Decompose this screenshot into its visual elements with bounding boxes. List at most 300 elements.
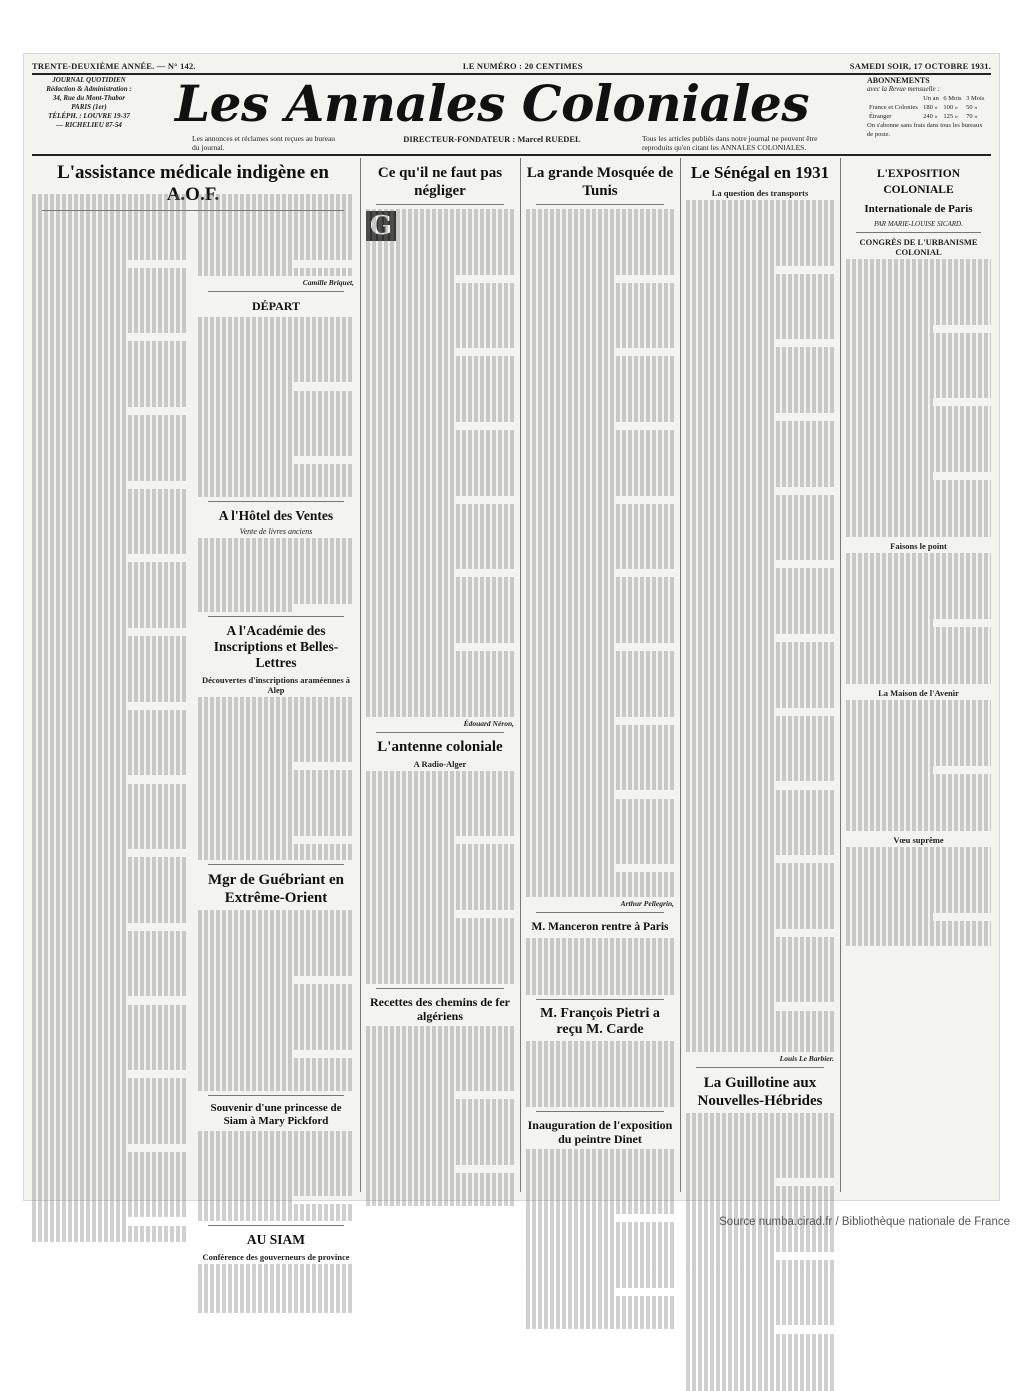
text-line bbox=[686, 1227, 834, 1235]
text-line bbox=[846, 700, 991, 708]
text-line bbox=[366, 537, 514, 545]
text-line bbox=[846, 357, 991, 365]
section-subtitle: Conférence des gouverneurs de province bbox=[202, 1251, 350, 1262]
text-line bbox=[686, 1309, 834, 1317]
text-line bbox=[366, 242, 514, 250]
text-line bbox=[366, 1091, 455, 1099]
text-line bbox=[686, 790, 834, 798]
text-line bbox=[846, 529, 991, 537]
text-line bbox=[526, 1280, 674, 1288]
text-line bbox=[32, 1226, 188, 1234]
text-line bbox=[686, 1162, 834, 1170]
newspaper-title: Les Annales Coloniales bbox=[175, 74, 809, 133]
text-line bbox=[198, 919, 354, 927]
issue-price: LE NUMÉRO : 20 CENTIMES bbox=[462, 61, 583, 71]
text-line bbox=[686, 708, 775, 716]
text-line bbox=[198, 1188, 354, 1196]
text-line bbox=[198, 779, 354, 787]
text-line bbox=[366, 910, 455, 918]
text-line bbox=[366, 520, 514, 528]
text-line bbox=[526, 708, 674, 716]
text-line bbox=[686, 855, 775, 863]
text-line bbox=[366, 406, 514, 414]
text-line bbox=[32, 775, 126, 783]
text-line bbox=[846, 464, 991, 472]
text-line bbox=[526, 725, 674, 733]
section-title: Mgr de Guébriant en Extrême-Orient bbox=[208, 872, 344, 907]
text-line bbox=[526, 700, 674, 708]
masthead-subline bbox=[192, 134, 832, 152]
text-line bbox=[686, 306, 834, 314]
text-line bbox=[686, 929, 775, 937]
text-line bbox=[686, 1137, 834, 1145]
text-line bbox=[198, 770, 354, 778]
text-line bbox=[526, 684, 674, 692]
text-line bbox=[686, 585, 834, 593]
text-line bbox=[198, 1296, 354, 1304]
text-line bbox=[32, 1127, 188, 1135]
text-line bbox=[686, 921, 834, 929]
divider bbox=[208, 616, 344, 617]
text-line bbox=[32, 415, 188, 423]
text-line bbox=[32, 1217, 126, 1225]
text-line bbox=[366, 1034, 514, 1042]
text-line bbox=[686, 642, 834, 650]
text-line bbox=[366, 700, 514, 708]
text-line bbox=[686, 945, 834, 953]
text-line bbox=[846, 766, 933, 774]
text-line bbox=[686, 208, 834, 216]
text-line bbox=[686, 675, 834, 683]
text-line bbox=[32, 915, 188, 923]
text-line bbox=[846, 815, 991, 823]
text-line bbox=[198, 1212, 354, 1220]
text-line bbox=[32, 620, 188, 628]
text-line bbox=[686, 331, 834, 339]
text-line bbox=[526, 1288, 615, 1296]
text-line bbox=[366, 1116, 514, 1124]
text-line bbox=[526, 471, 674, 479]
text-line bbox=[32, 300, 188, 308]
text-line bbox=[526, 848, 674, 856]
text-line bbox=[526, 766, 674, 774]
text-line bbox=[686, 462, 834, 470]
text-block bbox=[366, 771, 514, 984]
address-line: 34, Rue du Mont-Thabor bbox=[52, 94, 126, 102]
text-line bbox=[686, 519, 834, 527]
text-line bbox=[32, 505, 188, 513]
text-line bbox=[198, 399, 354, 407]
text-line bbox=[198, 968, 354, 976]
text-line bbox=[686, 757, 834, 765]
text-line bbox=[526, 659, 674, 667]
text-line bbox=[366, 373, 514, 381]
text-line bbox=[198, 828, 354, 836]
text-line bbox=[198, 951, 354, 959]
text-line bbox=[198, 713, 354, 721]
text-line bbox=[686, 225, 834, 233]
text-line bbox=[846, 398, 933, 406]
text-line bbox=[686, 372, 834, 380]
text-line bbox=[686, 437, 834, 445]
text-line bbox=[366, 217, 514, 225]
text-line bbox=[686, 487, 775, 495]
text-line bbox=[32, 964, 188, 972]
text-line bbox=[686, 1366, 834, 1374]
text-line bbox=[198, 604, 292, 612]
text-line bbox=[198, 811, 354, 819]
table-header: 6 Mois bbox=[943, 95, 962, 102]
text-line bbox=[366, 446, 514, 454]
text-line bbox=[366, 869, 514, 877]
text-line bbox=[366, 1083, 514, 1091]
text-line bbox=[198, 440, 354, 448]
text-line bbox=[32, 571, 188, 579]
text-line bbox=[526, 635, 674, 643]
text-line bbox=[198, 721, 354, 729]
divider bbox=[376, 204, 504, 205]
text-line bbox=[366, 844, 514, 852]
text-block bbox=[526, 1149, 674, 1329]
subscriptions-note: On s'abonne sans frais dans tous les bureaux de poste. bbox=[867, 122, 983, 138]
text-line bbox=[32, 1168, 188, 1176]
divider bbox=[856, 232, 981, 233]
text-line bbox=[846, 864, 991, 872]
text-line bbox=[366, 610, 514, 618]
text-line bbox=[32, 399, 188, 407]
director: DIRECTEUR-FONDATEUR : Marcel RUEDEL bbox=[403, 134, 581, 144]
text-line bbox=[366, 861, 514, 869]
text-line bbox=[526, 1049, 674, 1057]
text-line bbox=[526, 365, 674, 373]
text-line bbox=[32, 784, 188, 792]
text-line bbox=[686, 773, 834, 781]
text-line bbox=[526, 1041, 674, 1049]
text-line bbox=[526, 324, 674, 332]
text-line bbox=[366, 324, 514, 332]
address-line: JOURNAL QUOTIDIEN bbox=[52, 76, 126, 84]
text-line bbox=[686, 937, 834, 945]
text-line bbox=[198, 1147, 354, 1155]
text-line bbox=[366, 381, 514, 389]
text-line bbox=[366, 266, 514, 274]
column-rule bbox=[840, 158, 841, 1192]
article-title-2: Internationale de Paris bbox=[864, 203, 973, 215]
text-line bbox=[846, 897, 991, 905]
section-title: Souvenir d'une princesse de Siam à Mary Pickford bbox=[210, 1101, 342, 1127]
text-line bbox=[32, 1185, 188, 1193]
column-3 bbox=[526, 158, 674, 1192]
column-5 bbox=[846, 158, 991, 1192]
text-line bbox=[198, 795, 354, 803]
text-line bbox=[366, 594, 514, 602]
text-line bbox=[366, 1099, 514, 1107]
text-line bbox=[686, 200, 834, 208]
text-line bbox=[686, 961, 834, 969]
section-title: A l'Hôtel des Ventes bbox=[218, 508, 334, 523]
text-line bbox=[198, 746, 354, 754]
text-line bbox=[686, 528, 834, 536]
text-line bbox=[32, 489, 188, 497]
subscriptions-table bbox=[867, 94, 987, 121]
text-line bbox=[526, 758, 674, 766]
text-line bbox=[526, 782, 674, 790]
section-subtitle: Vente de livres anciens bbox=[239, 527, 313, 536]
text-line bbox=[198, 538, 354, 546]
text-line bbox=[526, 651, 674, 659]
article-title: Le Sénégal en 1931 bbox=[690, 163, 830, 182]
text-line bbox=[686, 1276, 834, 1284]
text-line bbox=[32, 1029, 188, 1037]
text-block bbox=[526, 1041, 674, 1107]
text-line bbox=[686, 1043, 834, 1051]
text-line bbox=[198, 481, 354, 489]
text-line bbox=[366, 545, 514, 553]
text-line bbox=[32, 341, 188, 349]
table-cell: 70 » bbox=[966, 113, 978, 120]
text-line bbox=[366, 967, 514, 975]
text-line bbox=[32, 260, 126, 268]
text-line bbox=[526, 348, 615, 356]
text-line bbox=[686, 601, 834, 609]
table-header: Un an bbox=[923, 95, 939, 102]
text-line bbox=[686, 798, 834, 806]
text-block bbox=[526, 938, 674, 995]
text-line bbox=[32, 530, 188, 538]
text-line bbox=[846, 888, 991, 896]
issue-number: TRENTE-DEUXIÈME ANNÉE. — N° 142. bbox=[32, 61, 196, 71]
section-subtitle: La question des transports bbox=[711, 188, 809, 198]
text-line bbox=[686, 953, 834, 961]
text-line bbox=[366, 795, 514, 803]
text-line bbox=[198, 579, 354, 587]
text-line bbox=[32, 562, 188, 570]
text-line bbox=[846, 660, 991, 668]
section-subtitle: Vœu suprême bbox=[893, 835, 944, 846]
text-line bbox=[198, 251, 354, 259]
text-line bbox=[846, 627, 991, 635]
text-line bbox=[32, 702, 126, 710]
text-line bbox=[32, 227, 188, 235]
text-line bbox=[686, 552, 834, 560]
text-line bbox=[198, 836, 292, 844]
top-line bbox=[32, 60, 991, 72]
text-line bbox=[32, 325, 188, 333]
text-line bbox=[366, 893, 514, 901]
text-line bbox=[846, 603, 991, 611]
column-rule bbox=[360, 158, 361, 1192]
section-title: AU SIAM bbox=[246, 1231, 306, 1247]
text-line bbox=[32, 865, 188, 873]
text-line bbox=[198, 1172, 354, 1180]
text-line bbox=[366, 471, 514, 479]
text-line bbox=[32, 849, 126, 857]
text-line bbox=[198, 235, 354, 243]
text-line bbox=[32, 767, 188, 775]
text-line bbox=[32, 513, 188, 521]
text-line bbox=[198, 1163, 354, 1171]
text-line bbox=[366, 275, 455, 283]
section-title: M. François Pietri a reçu M. Carde bbox=[540, 1006, 660, 1038]
text-line bbox=[526, 823, 674, 831]
text-line bbox=[366, 307, 514, 315]
table-cell: 180 » bbox=[923, 104, 938, 111]
text-line bbox=[526, 234, 674, 242]
text-line bbox=[526, 1247, 674, 1255]
text-line bbox=[526, 520, 674, 528]
text-line bbox=[32, 800, 188, 808]
text-line bbox=[526, 1181, 674, 1189]
text-line bbox=[526, 569, 615, 577]
text-line bbox=[366, 356, 514, 364]
text-line bbox=[526, 250, 674, 258]
text-line bbox=[366, 414, 514, 422]
text-line bbox=[366, 397, 514, 405]
text-line bbox=[198, 1272, 354, 1280]
text-line bbox=[526, 839, 674, 847]
text-line bbox=[366, 651, 514, 659]
text-line bbox=[366, 787, 514, 795]
article-title: La grande Mosquée de Tunis bbox=[526, 165, 674, 199]
text-line bbox=[198, 448, 354, 456]
text-line bbox=[686, 347, 834, 355]
text-line bbox=[526, 1190, 674, 1198]
text-line bbox=[686, 249, 834, 257]
text-line bbox=[32, 644, 188, 652]
text-line bbox=[526, 242, 674, 250]
text-line bbox=[846, 390, 991, 398]
text-line bbox=[686, 593, 834, 601]
text-line bbox=[198, 1082, 354, 1090]
text-line bbox=[686, 495, 834, 503]
text-block bbox=[366, 209, 514, 717]
text-line bbox=[526, 602, 674, 610]
text-line bbox=[32, 923, 126, 931]
text-line bbox=[526, 1255, 674, 1263]
text-line bbox=[198, 803, 354, 811]
text-line bbox=[198, 432, 354, 440]
text-line bbox=[32, 669, 188, 677]
divider bbox=[208, 864, 344, 865]
text-line bbox=[366, 463, 514, 471]
text-line bbox=[846, 856, 991, 864]
divider bbox=[208, 1225, 344, 1226]
text-line bbox=[32, 1152, 188, 1160]
text-line bbox=[366, 496, 455, 504]
text-line bbox=[686, 544, 834, 552]
text-block bbox=[846, 259, 991, 537]
text-line bbox=[366, 365, 514, 373]
text-block bbox=[198, 538, 354, 612]
text-line bbox=[686, 356, 834, 364]
section-title: A l'Académie des Inscriptions et Belles-Lettres bbox=[213, 622, 339, 670]
column-2 bbox=[366, 158, 514, 1192]
table-cell: 50 » bbox=[966, 104, 978, 111]
text-line bbox=[32, 1160, 188, 1168]
text-line bbox=[198, 210, 354, 218]
text-line bbox=[846, 676, 991, 684]
text-line bbox=[526, 496, 615, 504]
text-line bbox=[686, 274, 834, 282]
text-line bbox=[32, 792, 188, 800]
text-line bbox=[198, 546, 354, 554]
text-line bbox=[686, 1252, 775, 1260]
text-line bbox=[526, 610, 674, 618]
text-line bbox=[32, 554, 126, 562]
text-line bbox=[686, 1002, 775, 1010]
text-line bbox=[198, 820, 354, 828]
text-line bbox=[366, 225, 514, 233]
text-line bbox=[198, 268, 354, 276]
text-line bbox=[366, 602, 514, 610]
text-line bbox=[846, 750, 991, 758]
text-line bbox=[846, 513, 991, 521]
text-line bbox=[198, 595, 354, 603]
text-line bbox=[846, 741, 991, 749]
text-line bbox=[526, 1321, 674, 1329]
text-line bbox=[366, 1124, 514, 1132]
text-line bbox=[32, 1054, 188, 1062]
text-line bbox=[366, 1107, 514, 1115]
subscriptions-box bbox=[867, 76, 987, 139]
table-cell: Étranger bbox=[869, 113, 892, 120]
text-line bbox=[198, 943, 354, 951]
text-line bbox=[32, 407, 126, 415]
text-line bbox=[686, 626, 834, 634]
text-line bbox=[366, 340, 514, 348]
text-line bbox=[686, 405, 834, 413]
text-line bbox=[846, 717, 991, 725]
text-line bbox=[366, 479, 514, 487]
text-line bbox=[32, 751, 188, 759]
text-line bbox=[32, 595, 188, 603]
text-line bbox=[32, 219, 188, 227]
text-line bbox=[686, 847, 834, 855]
text-line bbox=[686, 781, 775, 789]
table-cell: 125 » bbox=[943, 113, 958, 120]
text-line bbox=[526, 1098, 674, 1106]
text-line bbox=[32, 1037, 188, 1045]
text-line bbox=[32, 1095, 188, 1103]
column-4 bbox=[686, 158, 834, 1192]
text-line bbox=[198, 705, 354, 713]
text-line bbox=[846, 635, 991, 643]
text-line bbox=[846, 456, 991, 464]
text-line bbox=[32, 350, 188, 358]
text-line bbox=[32, 1144, 126, 1152]
text-line bbox=[366, 684, 514, 692]
text-line bbox=[366, 430, 514, 438]
text-line bbox=[846, 439, 991, 447]
text-line bbox=[198, 571, 354, 579]
text-line bbox=[526, 356, 674, 364]
text-line bbox=[526, 446, 674, 454]
text-line bbox=[32, 653, 188, 661]
text-line bbox=[686, 1186, 834, 1194]
address-line: TÉLÉPH. : LOUVRE 19-37 bbox=[48, 112, 130, 120]
text-line bbox=[686, 896, 834, 904]
section-subtitle: Découvertes d'inscriptions araméennes à Alep bbox=[201, 674, 351, 695]
text-line bbox=[366, 1140, 514, 1148]
text-line bbox=[846, 382, 991, 390]
text-line bbox=[526, 1296, 674, 1304]
text-line bbox=[198, 1009, 354, 1017]
text-line bbox=[686, 257, 834, 265]
text-line bbox=[198, 910, 354, 918]
text-line bbox=[198, 1041, 354, 1049]
section-title: DÉPART bbox=[251, 298, 301, 313]
text-line bbox=[32, 743, 188, 751]
